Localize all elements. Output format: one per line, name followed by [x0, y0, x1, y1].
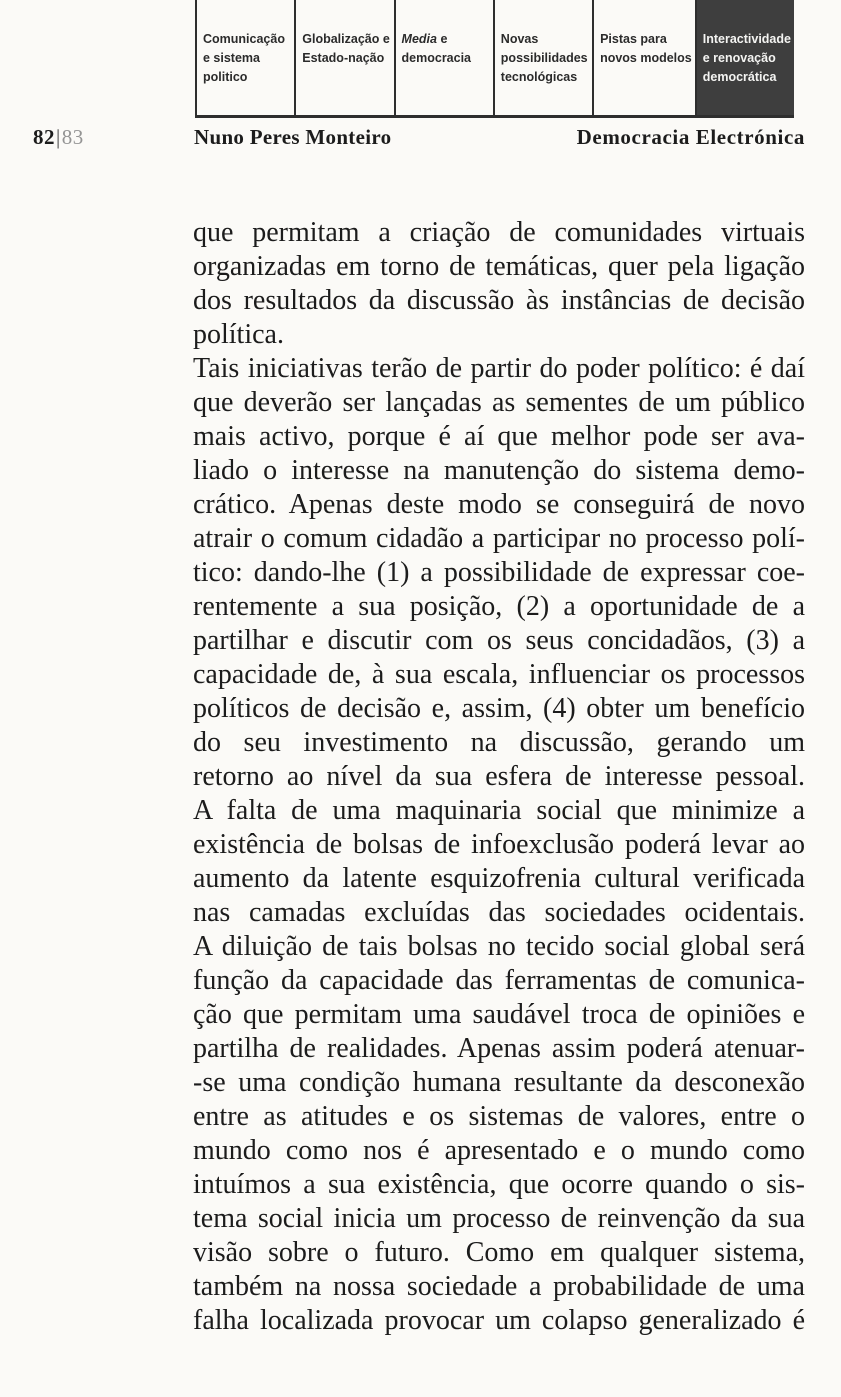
text-line: liado o interesse na manutenção do sistema demo- — [193, 455, 805, 486]
nav-tab — [394, 0, 493, 115]
text-line: também na nossa sociedade a probabilidade de uma — [193, 1271, 805, 1302]
text-line: aumento da latente esquizofrenia cultural verificada — [193, 863, 805, 894]
nav-tab-label-line: Comunicação — [203, 32, 285, 46]
text-line: partilhar e discutir com os seus concidadãos, (3) a — [193, 625, 805, 656]
page-number-right: 83 — [61, 125, 84, 149]
text-line: A falta de uma maquinaria social que minimize a — [193, 795, 805, 826]
text-line: capacidade de, à sua escala, influenciar os processos — [193, 659, 805, 690]
body-text — [193, 216, 805, 1338]
nav-tab-label-line: Pistas para — [600, 32, 667, 46]
nav-tab — [195, 0, 294, 115]
text-line: rentemente a sua posição, (2) a oportunidade de a — [193, 591, 805, 622]
text-line: que permitam a criação de comunidades virtuais — [193, 217, 805, 248]
text-line: visão sobre o futuro. Como em qualquer sistema, — [193, 1237, 805, 1268]
text-line: retorno ao nível da sua esfera de interesse pessoal. — [193, 761, 805, 792]
text-line: Tais iniciativas terão de partir do poder político: é daí — [193, 353, 805, 384]
nav-tab — [294, 0, 393, 115]
nav-tab-label-line: e renovação — [702, 51, 776, 65]
chapter-nav-strip — [195, 0, 794, 118]
text-line: ção que permitam uma saudável troca de opiniões e — [193, 999, 805, 1030]
text-line: falha localizada provocar um colapso generalizado é — [193, 1305, 805, 1336]
nav-tab-label-line: politico — [203, 70, 248, 84]
text-line: A diluição de tais bolsas no tecido social global será — [193, 931, 805, 962]
chapter-title: Democracia Electrónica — [576, 125, 805, 149]
page-numbers — [33, 125, 84, 150]
nav-tab-label-line: democrática — [702, 70, 777, 84]
nav-tab-label-line: Novas — [500, 32, 539, 46]
text-line: nas camadas excluídas das sociedades ocidentais. — [193, 897, 805, 928]
text-line: dos resultados da discussão às instâncias de decisão — [193, 285, 805, 316]
text-line: atrair o comum cidadão a participar no processo polí- — [193, 523, 805, 554]
nav-tab-label-line: democracia — [401, 51, 472, 65]
text-line: do seu investimento na discussão, gerando um — [193, 727, 805, 758]
nav-tab — [592, 0, 695, 115]
text-line: tico: dando-lhe (1) a possibilidade de expressar coe- — [193, 557, 805, 588]
text-line: partilha de realidades. Apenas assim poderá atenuar- — [193, 1033, 805, 1064]
nav-tab-label-line: tecnológicas — [500, 70, 578, 84]
nav-tab-label-line: Estado-nação — [302, 51, 385, 65]
nav-tab — [493, 0, 592, 115]
nav-tab-label-line: novos modelos — [600, 51, 692, 65]
text-line: política. — [193, 319, 284, 350]
text-line: -se uma condição humana resultante da desconexão — [193, 1067, 805, 1098]
text-line: intuímos a sua existência, que ocorre quando o sis- — [193, 1169, 805, 1200]
text-line: crático. Apenas deste modo se conseguirá de novo — [193, 489, 805, 520]
author-name: Nuno Peres Monteiro — [194, 125, 392, 149]
text-line: organizadas em torno de temáticas, quer pela ligação — [193, 251, 805, 282]
text-line: tema social inicia um processo de reinvenção da sua — [193, 1203, 805, 1234]
text-line: existência de bolsas de infoexclusão poderá levar ao — [193, 829, 805, 860]
nav-tab-label-line: Media e — [401, 32, 448, 46]
nav-tab-active — [695, 0, 794, 115]
nav-tab-label-line: e sistema — [203, 51, 260, 65]
text-line: função da capacidade das ferramentas de comunica- — [193, 965, 805, 996]
text-line: mais activo, porque é aí que melhor pode ser ava- — [193, 421, 805, 452]
nav-tab-label-line: Interactividade — [702, 32, 791, 46]
text-line: políticos de decisão e, assim, (4) obter um benefício — [193, 693, 805, 724]
nav-tab-label-line: Globalização e — [302, 32, 390, 46]
text-line: mundo como nos é apresentado e o mundo como — [193, 1135, 805, 1166]
nav-tab-label-line: possibilidades — [500, 51, 588, 65]
page-number-separator: | — [56, 125, 61, 149]
page-number-left: 82 — [33, 125, 55, 149]
text-line: que deverão ser lançadas as sementes de um público — [193, 387, 805, 418]
text-line: entre as atitudes e os sistemas de valores, entre o — [193, 1101, 805, 1132]
